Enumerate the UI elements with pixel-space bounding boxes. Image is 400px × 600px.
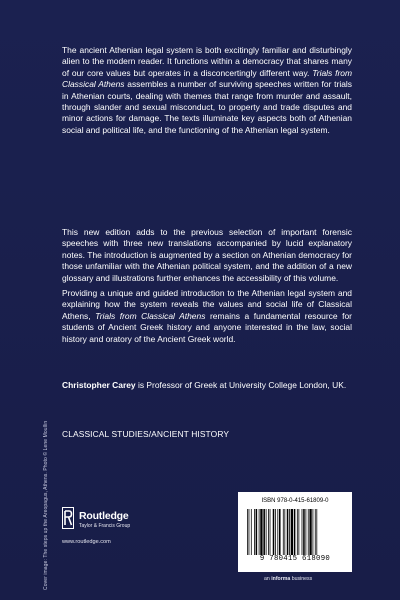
informa-business-tag [264, 576, 312, 582]
barcode-bar [287, 509, 289, 555]
blurb-text: remains a fundamental resource for students of Ancient Greek history and anyone interested in the law, social history and oratory of the Ancient Greek world. [62, 310, 352, 344]
cover-image-credit: Cover image: The steps up the Areopagus, Athens. Photo © Lene Moullin [43, 420, 49, 590]
blurb-text: assembles a number of surviving speeches written for trials in Athenian courts, dealing with themes that range from murder and assault, through slander and sexual misconduct, to property and trade disputes and minor actions for damage. The texts illuminate key aspects both of Athenian social and political life, and the functioning of the Athenian legal system. [62, 79, 352, 135]
barcode-bar [247, 509, 248, 555]
publisher-logo [62, 507, 132, 537]
barcode-bar [303, 509, 305, 555]
barcode-bar [316, 509, 317, 555]
barcode-bar [259, 509, 260, 555]
routledge-r-icon [62, 507, 74, 529]
barcode-bar [289, 509, 290, 555]
barcode-digits: 9 780415 618090 [259, 555, 331, 563]
barcode-bar [270, 509, 271, 555]
informa-brand: informa [271, 576, 291, 582]
barcode-bar [249, 509, 250, 555]
barcode-bar [279, 509, 281, 555]
barcode-bar [251, 509, 252, 555]
subject-category: CLASSICAL STUDIES/ANCIENT HISTORY [62, 429, 230, 439]
publisher-url: www.routledge.com [62, 539, 111, 545]
blurb-text: The ancient Athenian legal system is both excitingly familiar and disturbingly alien to the modern reader. It functions within a democracy that shares many of our core values but operates in a disconcertingly different way. [62, 45, 352, 78]
barcode-bar [315, 509, 316, 555]
barcode-bar [277, 509, 278, 555]
blurb-paragraph-3 [62, 288, 352, 345]
blurb-paragraph-1 [62, 45, 352, 136]
author-bio-text: is Professor of Greek at University College London, UK. [135, 380, 347, 390]
barcode-bar [309, 509, 311, 555]
barcode-bar [284, 509, 285, 555]
blurb-text: Providing a unique and guided introduction to the Athenian legal system and explaining how the system reveals the values and social life of Classical Athens, [62, 288, 352, 321]
barcode-bar [313, 509, 314, 555]
isbn-label: ISBN 978-0-415-61809-0 [261, 498, 329, 504]
barcode-bar [298, 509, 299, 555]
barcode-bar [275, 509, 276, 555]
barcode-bar [273, 509, 275, 555]
informa-prefix: an [264, 576, 272, 582]
barcode-bar [266, 509, 267, 555]
barcode-bar [306, 509, 307, 555]
barcode-bar [308, 509, 309, 555]
author-bio [62, 380, 352, 391]
blurb-text: This new edition adds to the previous selection of important forensic speeches with three new translations accompanied by lucid explanatory notes. The introduction is augmented by a section on Athenian democracy for those unfamiliar with the Athenian political system, and the addition of a new glossary and illustrations further enhances the accessibility of this volume. [62, 227, 352, 283]
isbn-barcode [238, 492, 352, 572]
blurb-paragraph-2 [62, 227, 352, 284]
barcode-bar [297, 509, 298, 555]
barcode-bar [291, 509, 293, 555]
publisher-name: Routledge [79, 510, 129, 522]
barcode-bar [260, 509, 262, 555]
informa-suffix: business [290, 576, 313, 582]
barcode-bar [256, 509, 258, 555]
barcode-bar [268, 509, 269, 555]
barcode-bar [254, 509, 255, 555]
barcode-bar [302, 509, 303, 555]
barcode-bar [283, 509, 284, 555]
book-title-italic: Trials from Classical Athens [95, 310, 206, 321]
barcode-bars [247, 509, 347, 555]
barcode-bar [294, 509, 296, 555]
publisher-group: Taylor & Francis Group [79, 523, 131, 529]
book-title-italic: Trials from Classical Athens [62, 67, 353, 90]
barcode-bar [263, 509, 265, 555]
author-name: Christopher Carey [62, 380, 136, 390]
